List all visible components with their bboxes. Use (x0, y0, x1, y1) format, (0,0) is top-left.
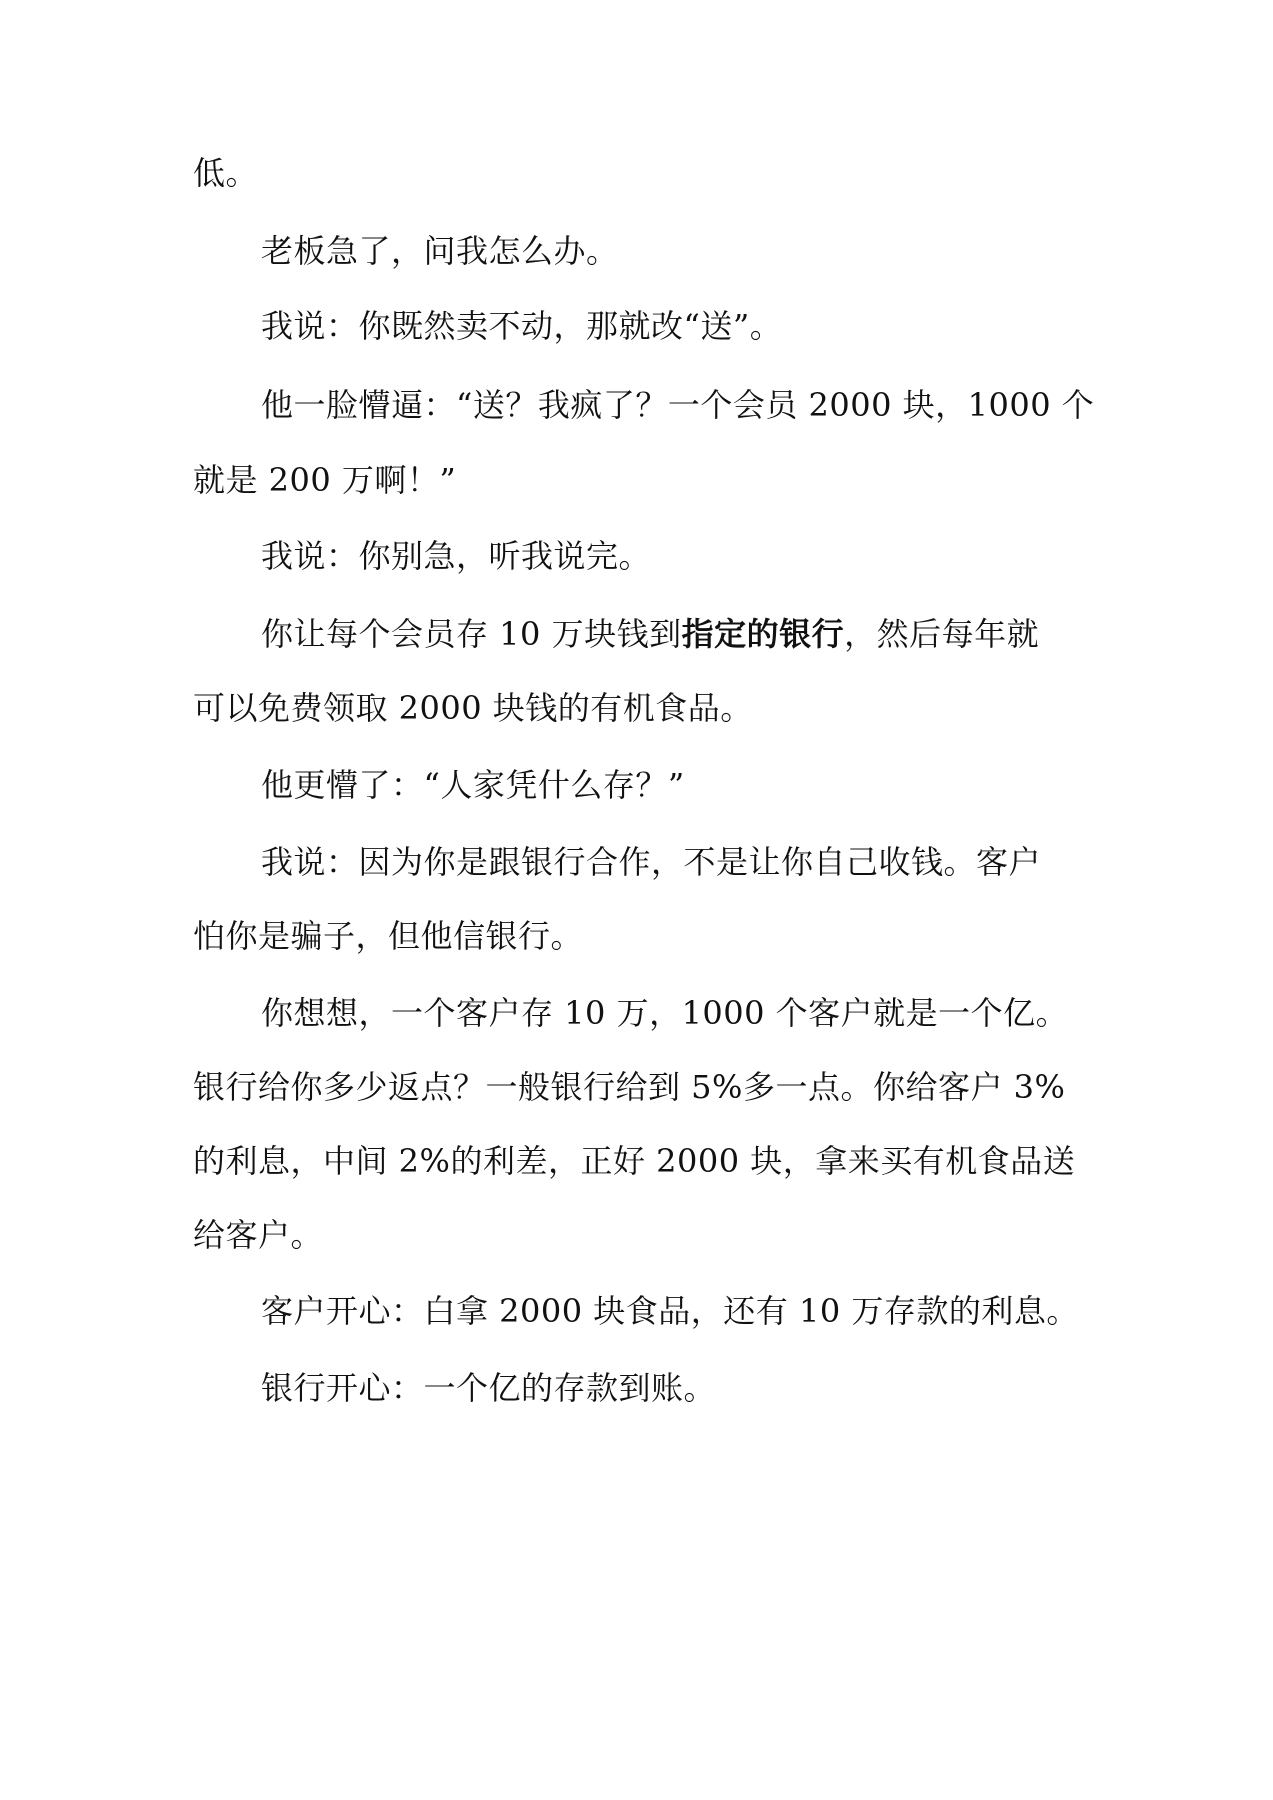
paragraph-line: 怕你是骗子，但他信银行。 (193, 917, 584, 955)
paragraph-line: 我说：你别急，听我说完。 (261, 537, 652, 575)
paragraph-line: 的利息，中间 2%的利差，正好 2000 块，拿来买有机食品送 (193, 1142, 1076, 1180)
paragraph-line: 他更懵了：“人家凭什么存？” (261, 766, 685, 804)
paragraph-text: 你让每个会员存 10 万块钱到 (261, 615, 682, 653)
paragraph-line: 客户开心：白拿 2000 块食品，还有 10 万存款的利息。 (261, 1292, 1079, 1330)
paragraph-line: 给客户。 (193, 1216, 324, 1254)
paragraph-line: 就是 200 万啊！” (193, 461, 457, 499)
paragraph-line: 我说：你既然卖不动，那就改“送”。 (261, 307, 783, 345)
paragraph-line: 银行给你多少返点？一般银行给到 5%多一点。你给客户 3% (193, 1068, 1066, 1106)
paragraph-line: 你想想，一个客户存 10 万，1000 个客户就是一个亿。 (261, 994, 1069, 1032)
paragraph-line: 可以免费领取 2000 块钱的有机食品。 (193, 689, 753, 727)
paragraph-line (261, 614, 1161, 654)
paragraph-line: 他一脸懵逼：“送？我疯了？一个会员 2000 块，1000 个 (261, 386, 1095, 424)
paragraph-line: 银行开心：一个亿的存款到账。 (261, 1369, 717, 1407)
paragraph-line: 我说：因为你是跟银行合作，不是让你自己收钱。客户 (261, 843, 1042, 881)
paragraph-text: ，然后每年就 (844, 615, 1040, 653)
bold-phrase: 指定的银行 (681, 615, 845, 653)
paragraph-line: 老板急了，问我怎么办。 (261, 232, 619, 270)
paragraph-line: 低。 (193, 154, 259, 192)
